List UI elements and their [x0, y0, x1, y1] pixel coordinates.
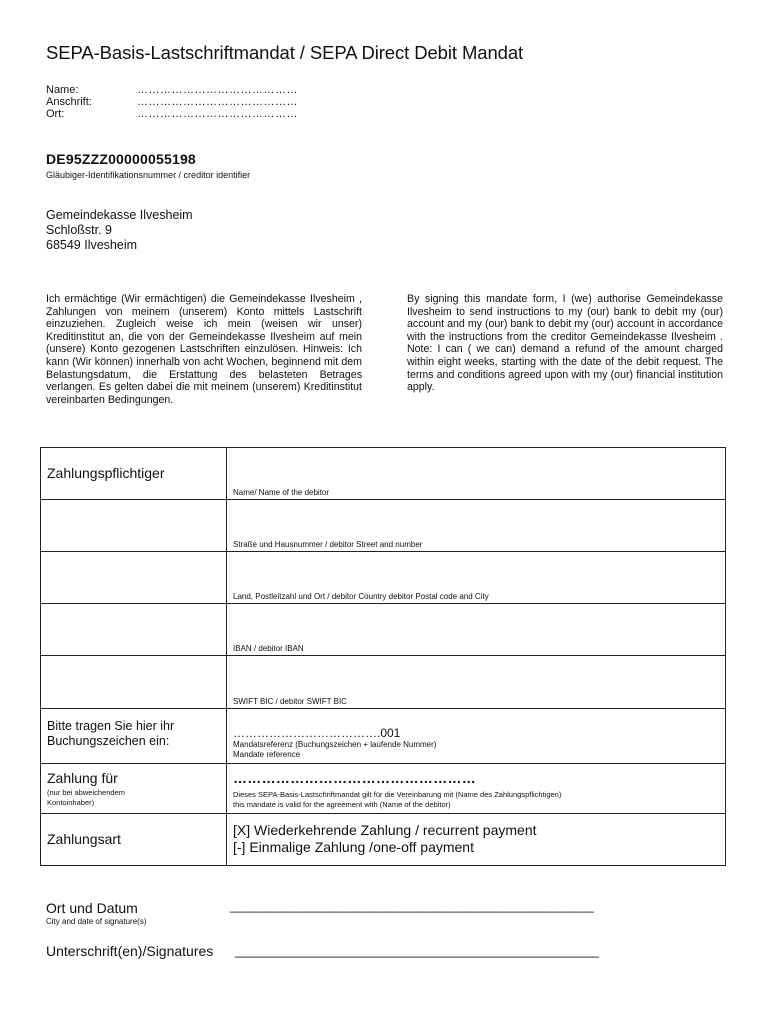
name-field-dots[interactable]: …………………………………… — [137, 84, 298, 96]
creditor-id-label: Gläubiger-Identifikationsnummer / creditor identifier — [46, 170, 251, 180]
payment-type-cell — [227, 814, 726, 866]
debtor-bic-caption: SWIFT BIC / debitor SWIFT BIC — [233, 697, 347, 706]
payment-for-cell[interactable] — [227, 764, 726, 814]
debtor-street-caption: Straße und Hausnummer / debitor Street and number — [233, 540, 423, 549]
payment-for-label-cell — [41, 764, 227, 814]
payment-type-label-cell — [41, 814, 227, 866]
address-field-dots[interactable]: …………………………………… — [137, 96, 298, 108]
payment-for-sub: (nur bei abweichendem Kontoinhaber) — [47, 788, 125, 807]
creditor-name: Gemeindekasse Ilvesheim — [46, 208, 193, 222]
payment-for-caption: Dieses SEPA-Basis-Lastschriftmandat gilt für die Vereinbarung mit (Name des Zahlungspflichtigen) — [233, 790, 562, 799]
payer-label: Zahlungspflichtiger — [47, 465, 165, 481]
mandate-reference-caption-en: Mandate reference — [233, 750, 301, 759]
empty-label-cell — [41, 656, 227, 709]
empty-label-cell — [41, 552, 227, 604]
booking-label-cell — [41, 709, 227, 764]
place-date-label: Ort und Datum — [46, 900, 138, 916]
booking-label: Bitte tragen Sie hier ihr Buchungszeichen ein: — [47, 719, 175, 748]
place-date-line[interactable]: _________________________________________________ — [230, 898, 595, 913]
mandate-text-german: Ich ermächtige (Wir ermächtigen) die Gemeindekasse Ilvesheim , Zahlungen von meinem (unserem) Konto mittels Lastschrift einzuziehen. Zugleich weise ich mein (weisen wir unser) Kreditinstitut an, die von der Gemeindekasse Ilvesheim auf mein (unsere) Konto gezogenen Lastschriften einzulösen. Hinweis: Ich kann (Wir können) innerhalb von acht Wochen, beginnend mit dem Belastungsdatum, die Erstattung des belasteten Betrages verlangen. Es gelten dabei die mit meinem (unserem) Kreditinstitut vereinbarten Bedingungen. — [46, 293, 362, 406]
debtor-street-cell[interactable] — [227, 500, 726, 552]
payment-for-caption-en: this mandate is valid for the agreement with (Name of the debitor) — [233, 800, 451, 809]
city-field-label: Ort: — [46, 108, 65, 120]
creditor-city: 68549 Ilvesheim — [46, 238, 138, 252]
debtor-iban-caption: IBAN / debitor IBAN — [233, 644, 304, 653]
creditor-address — [46, 208, 193, 253]
payment-for-dots[interactable]: …………………………………………… — [233, 770, 477, 786]
address-field-label: Anschrift: — [46, 96, 92, 108]
mandate-text-english: By signing this mandate form, I (we) authorise Gemeindekasse Ilvesheim to send instructions to my (our) bank to debit my (our) account and my (our) bank to debit my (our) account in accordance with the instructions from the creditor Gemeindekasse Ilvesheim . Note: I can ( we can) demand a refund of the amount charged within eight weeks, starting with the date of the debit request. The terms and conditions agreed upon with my (our) financial institution apply. — [407, 293, 723, 394]
debtor-city-cell[interactable] — [227, 552, 726, 604]
debtor-name-cell[interactable] — [227, 448, 726, 500]
name-field-label: Name: — [46, 84, 79, 96]
debtor-name-caption: Name/ Name of the debitor — [233, 488, 330, 497]
signature-line[interactable]: _________________________________________________ — [235, 943, 600, 958]
document-title: SEPA-Basis-Lastschriftmandat / SEPA Direct Debit Mandat — [46, 42, 524, 63]
payment-type-options — [233, 822, 537, 856]
debtor-city-caption: Land, Postleitzahl und Ort / debitor Country debitor Postal code and City — [233, 592, 489, 601]
booking-value[interactable]: ……………………………….001 — [233, 726, 401, 740]
place-date-sub: City and date of signature(s) — [46, 917, 147, 926]
payer-label-cell — [41, 448, 227, 500]
one-off-payment-option[interactable]: [-] Einmalige Zahlung /one-off payment — [233, 839, 474, 855]
recurrent-payment-option[interactable]: [X] Wiederkehrende Zahlung / recurrent payment — [233, 822, 537, 838]
signature-label: Unterschrift(en)/Signatures — [46, 943, 214, 959]
booking-cell[interactable] — [227, 709, 726, 764]
debtor-bic-cell[interactable] — [227, 656, 726, 709]
empty-label-cell — [41, 500, 227, 552]
creditor-id: DE95ZZZ00000055198 — [46, 151, 196, 167]
mandate-reference-caption: Mandatsreferenz (Buchungszeichen + laufende Nummer) — [233, 740, 437, 749]
city-field-dots[interactable]: …………………………………… — [137, 108, 298, 120]
creditor-street: Schloßstr. 9 — [46, 223, 112, 237]
payment-for-label: Zahlung für — [47, 770, 118, 786]
debtor-iban-cell[interactable] — [227, 604, 726, 656]
payment-type-label: Zahlungsart — [47, 831, 121, 847]
debtor-form-table — [40, 447, 726, 866]
empty-label-cell — [41, 604, 227, 656]
